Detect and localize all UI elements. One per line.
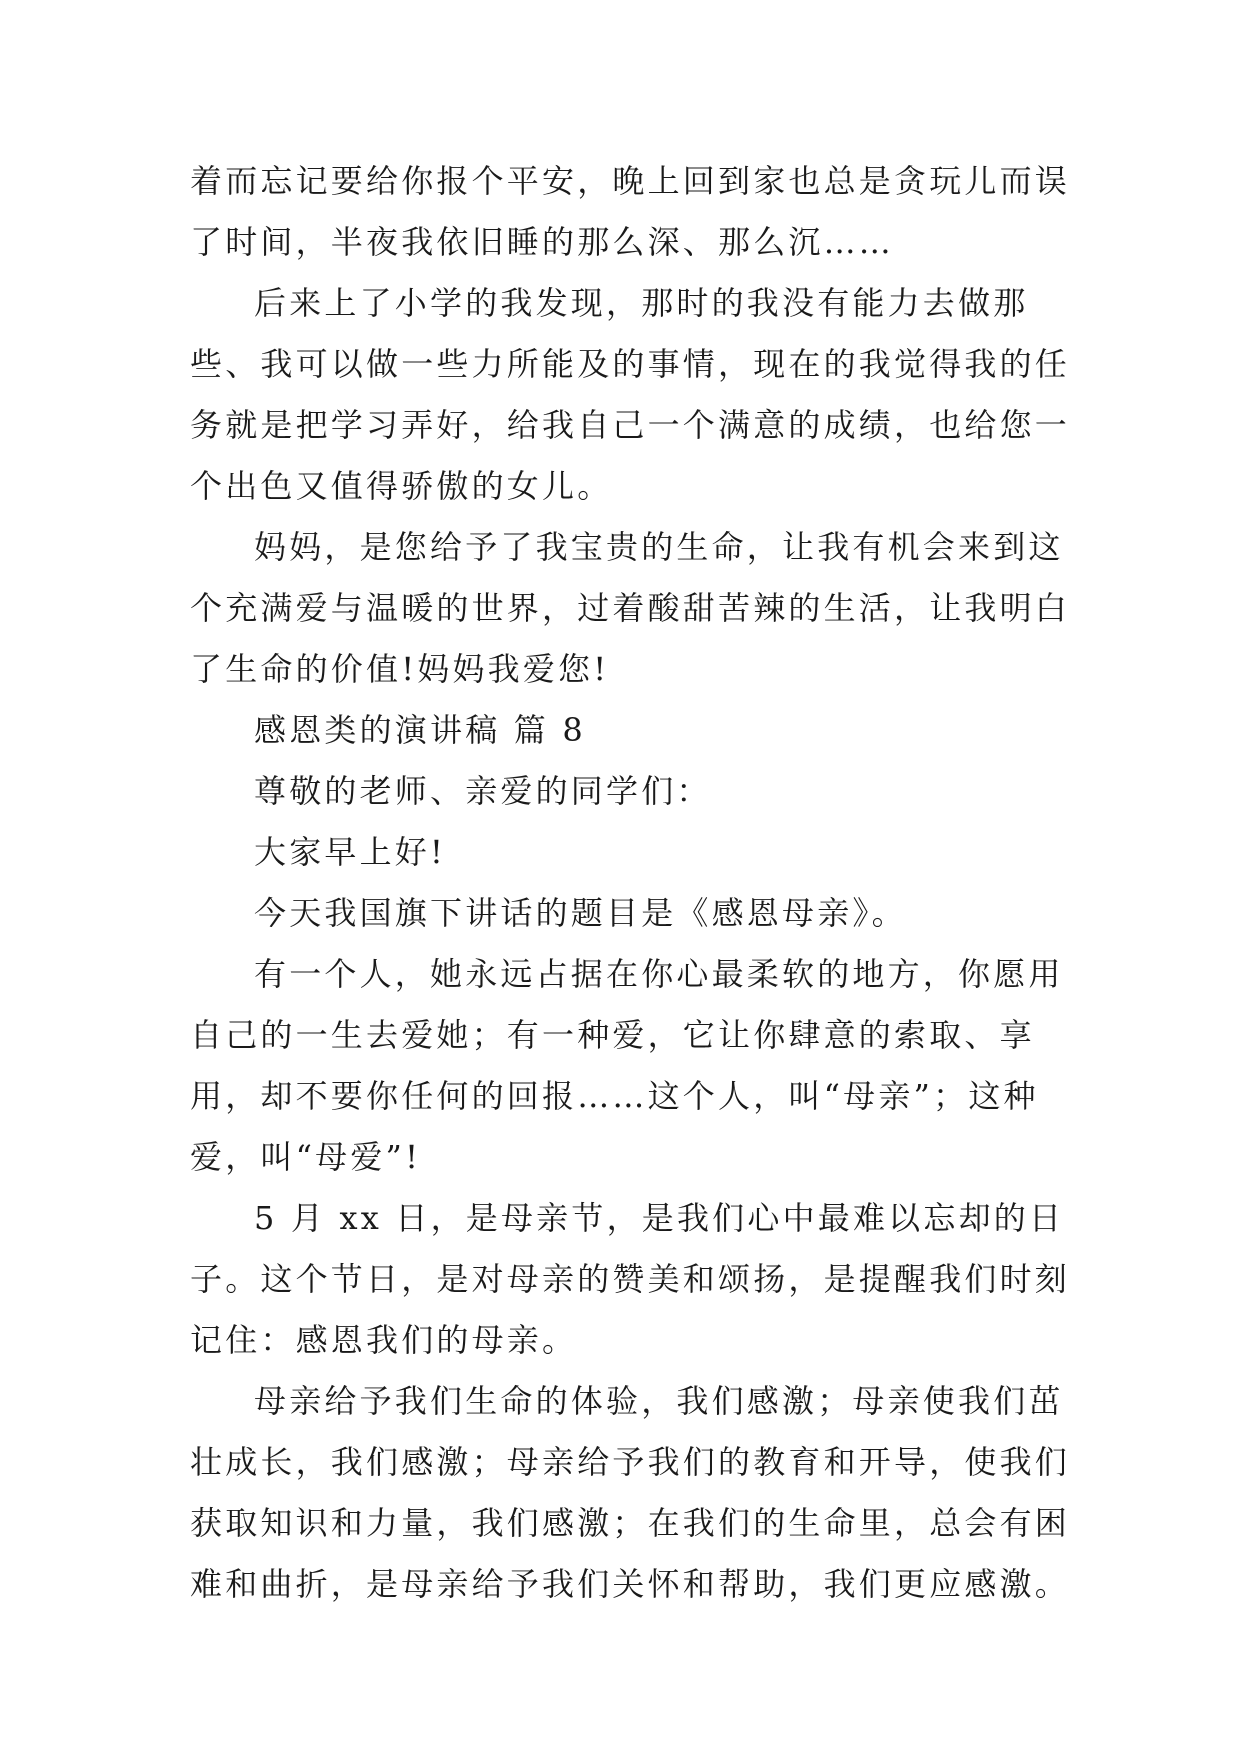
paragraph-mother-love: 有一个人，她永远占据在你心最柔软的地方，你愿用自己的一生去爱她；有一种爱，它让你肆意的索取、享用，却不要你任何的回报……这个人，叫“母亲”；这种爱，叫“母爱”! <box>190 955 1064 1176</box>
salutation: 尊敬的老师、亲爱的同学们： <box>254 772 712 810</box>
paragraph-primary-school: 后来上了小学的我发现，那时的我没有能力去做那些、我可以做一些力所能及的事情，现在的我觉得我的任务就是把学习弄好，给我自己一个满意的成绩，也给您一个出色又值得骄傲的女儿。 <box>190 284 1071 505</box>
document-body <box>190 151 1070 1615</box>
speech-topic: 今天我国旗下讲话的题目是《感恩母亲》。 <box>254 894 907 932</box>
section-heading: 感恩类的演讲稿 篇 8 <box>254 711 586 749</box>
paragraph-gratitude: 母亲给予我们生命的体验，我们感激；母亲使我们茁壮成长，我们感激；母亲给予我们的教育和开导，使我们获取知识和力量，我们感激；在我们的生命里，总会有困难和曲折，是母亲给予我们关怀和帮助，我们更应感激。 <box>190 1382 1071 1603</box>
paragraph-thanks-mother: 妈妈，是您给予了我宝贵的生命，让我有机会来到这个充满爱与温暖的世界，过着酸甜苦辣的生活，让我明白了生命的价值!妈妈我爱您! <box>190 528 1071 688</box>
paragraph-continuation: 着而忘记要给你报个平安，晚上回到家也总是贪玩儿而误了时间，半夜我依旧睡的那么深、那么沉…… <box>190 162 1071 261</box>
greeting: 大家早上好! <box>254 833 447 871</box>
paragraph-mothers-day: 5 月 xx 日，是母亲节，是我们心中最难以忘却的日子。这个节日，是对母亲的赞美和颂扬，是提醒我们时刻记住：感恩我们的母亲。 <box>190 1199 1071 1359</box>
